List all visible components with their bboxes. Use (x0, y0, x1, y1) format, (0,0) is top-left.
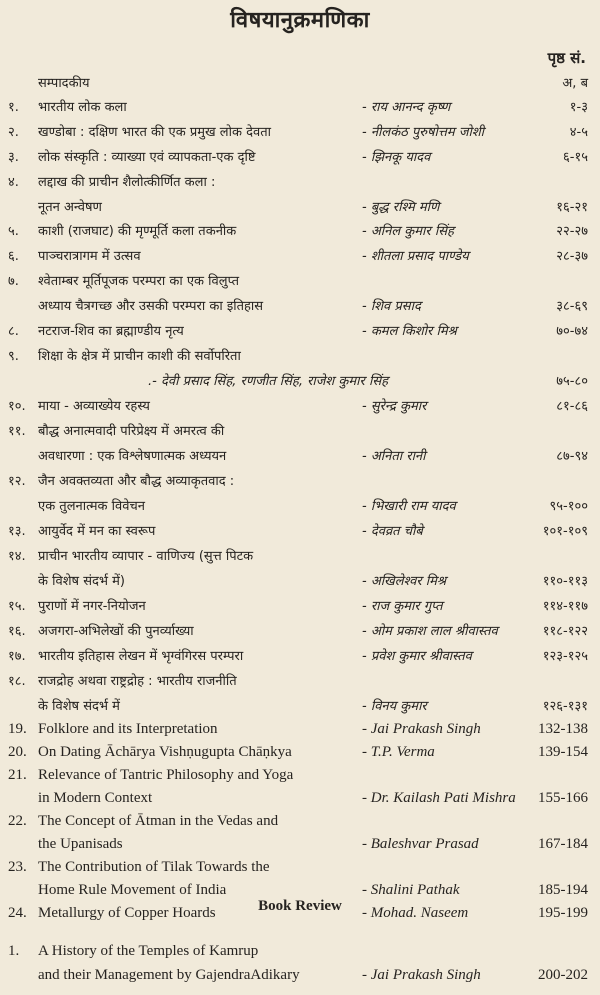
entry-title: नूतन अन्वेषण (38, 200, 102, 215)
toc-entry (0, 787, 600, 810)
entry-number: १५. (8, 599, 26, 614)
entry-title: Home Rule Movement of India (38, 882, 227, 898)
entry-title: सम्पादकीय (38, 76, 90, 91)
toc-entry (0, 470, 600, 493)
entry-author: - शीतला प्रसाद पाण्डेय (362, 249, 469, 264)
entry-title: लद्दाख की प्राचीन शैलोत्कीर्णित कला : (38, 175, 216, 190)
entry-pages: ४-५ (569, 125, 588, 140)
entry-author: - झिनकू यादव (362, 150, 431, 165)
toc-entry (0, 445, 600, 468)
entry-pages: ६-१५ (563, 150, 588, 165)
entry-number: 23. (8, 859, 27, 875)
entry-pages: 200-202 (538, 967, 588, 983)
entry-title: अजगरा-अभिलेखों की पुनर्व्याख्या (38, 624, 194, 639)
entry-pages: १०१-१०९ (542, 524, 588, 539)
book-review-heading: Book Review (258, 898, 342, 914)
entry-author: - Shalini Pathak (362, 882, 460, 898)
entry-title: माया - अव्याख्येय रहस्य (38, 399, 150, 414)
entry-author: - अनिल कुमार सिंह (362, 224, 454, 239)
entry-number: १०. (8, 399, 26, 414)
entry-author: - अनिता रानी (362, 449, 426, 464)
entry-author: - ओम प्रकाश लाल श्रीवास्तव (362, 624, 498, 639)
toc-entry (0, 96, 600, 119)
entry-author: - T.P. Verma (362, 744, 435, 760)
entry-author: - राय आनन्द कृष्ण (362, 100, 451, 115)
toc-entry (0, 395, 600, 418)
entry-author: - कमल किशोर मिश्र (362, 324, 457, 339)
entry-pages: 132-138 (538, 721, 588, 737)
entry-title: आयुर्वेद में मन का स्वरूप (38, 524, 156, 539)
entry-author: .- देवी प्रसाद सिंह, रणजीत सिंह, राजेश कुमार सिंह (148, 374, 389, 389)
toc-entry (0, 595, 600, 618)
entry-author: - सुरेन्द्र कुमार (362, 399, 427, 414)
toc-entry (0, 171, 600, 194)
entry-title: On Dating Āchārya Vishṇugupta Chāṇkya (38, 744, 292, 760)
toc-entry (0, 856, 600, 879)
entry-number: ३. (8, 150, 19, 165)
entry-number: १६. (8, 624, 26, 639)
entry-number: 19. (8, 721, 27, 737)
entry-number: 1. (8, 943, 20, 959)
entry-author: - Baleshvar Prasad (362, 836, 479, 852)
entry-number: 22. (8, 813, 27, 829)
toc-entry (0, 670, 600, 693)
entry-title: पाञ्चरात्रागम में उत्सव (38, 249, 141, 264)
entry-pages: २२-२७ (556, 224, 588, 239)
entry-author: - बुद्ध रश्मि मणि (362, 200, 440, 215)
toc-entry (0, 620, 600, 643)
entry-title: अवधारणा : एक विश्लेषणात्मक अध्ययन (38, 449, 227, 464)
entry-number: ६. (8, 249, 19, 264)
entry-title: के विशेष संदर्भ में) (38, 574, 126, 589)
toc-entry (0, 121, 600, 144)
entry-pages: ९५-१०० (549, 499, 588, 514)
entry-author: - विनय कुमार (362, 699, 427, 714)
entry-author: - Mohad. Naseem (362, 905, 469, 921)
entry-author: - शिव प्रसाद (362, 299, 421, 314)
entry-title: the Upanisads (38, 836, 123, 852)
toc-entry (0, 695, 600, 718)
toc-entry (0, 345, 600, 368)
toc-entry (0, 940, 600, 963)
entry-author: - अखिलेश्वर मिश्र (362, 574, 447, 589)
toc-entry (0, 810, 600, 833)
entry-pages: ११४-११७ (542, 599, 588, 614)
entry-title: काशी (राजघाट) की मृण्मूर्ति कला तकनीक (38, 224, 237, 239)
toc-entry (0, 420, 600, 443)
entry-title: and their Management by GajendraAdikary (38, 967, 300, 983)
toc-entry (0, 245, 600, 268)
entry-author: - Jai Prakash Singh (362, 967, 481, 983)
entry-title: भारतीय लोक कला (38, 100, 127, 115)
entry-number: ५. (8, 224, 19, 239)
entry-author: - Dr. Kailash Pati Mishra (362, 790, 516, 806)
entry-pages: १६-२१ (556, 200, 588, 215)
entry-title: प्राचीन भारतीय व्यापार - वाणिज्य (सुत्त पिटक (38, 549, 254, 564)
entry-pages: ७०-७४ (556, 324, 588, 339)
entry-pages: ७५-८० (556, 374, 588, 389)
entry-number: ९. (8, 349, 19, 364)
entry-title: अध्याय चैत्रगच्छ और उसकी परम्परा का इतिहास (38, 299, 264, 314)
entry-title: बौद्ध अनात्मवादी परिप्रेक्ष्य में अमरत्व की (38, 424, 225, 439)
entry-number: १२. (8, 474, 26, 489)
toc-entry (0, 520, 600, 543)
toc-entry (0, 833, 600, 856)
toc-entry (0, 196, 600, 219)
entry-author: - देवव्रत चौबे (362, 524, 423, 539)
entry-title: Relevance of Tantric Philosophy and Yoga (38, 767, 294, 783)
entry-pages: 185-194 (538, 882, 588, 898)
entry-title: नटराज-शिव का ब्रह्माण्डीय नृत्य (38, 324, 184, 339)
entry-pages: 155-166 (538, 790, 588, 806)
entry-number: २. (8, 125, 19, 140)
toc-entry (0, 764, 600, 787)
toc-entry (0, 146, 600, 169)
entry-number: 20. (8, 744, 27, 760)
toc-entry (0, 270, 600, 293)
entry-title: शिक्षा के क्षेत्र में प्राचीन काशी की सर्वोपरिता (38, 349, 241, 364)
entry-number: १८. (8, 674, 26, 689)
entry-pages: ११८-१२२ (542, 624, 588, 639)
entry-number: १७. (8, 649, 26, 664)
toc-entry (0, 495, 600, 518)
entry-pages: ८७-९४ (556, 449, 588, 464)
page-title: विषयानुक्रमणिका (230, 8, 370, 33)
entry-author: - प्रवेश कुमार श्रीवास्तव (362, 649, 472, 664)
entry-pages: १-३ (569, 100, 588, 115)
entry-pages: 167-184 (538, 836, 588, 852)
entry-title: A History of the Temples of Kamrup (38, 943, 259, 959)
entry-pages: २८-३७ (556, 249, 588, 264)
entry-title: Folklore and its Interpretation (38, 721, 218, 737)
page-number-header: पृष्ठ सं. (547, 49, 586, 67)
toc-entry (0, 220, 600, 243)
toc-entry (0, 645, 600, 668)
entry-title: लोक संस्कृति : व्याख्या एवं व्यापकता-एक दृष्टि (38, 150, 256, 165)
entry-pages: १२३-१२५ (542, 649, 588, 664)
entry-title: एक तुलनात्मक विवेचन (38, 499, 145, 514)
entry-pages: 195-199 (538, 905, 588, 921)
toc-entry (0, 295, 600, 318)
entry-title: राजद्रोह अथवा राष्ट्रद्रोह : भारतीय राजनीति (38, 674, 237, 689)
entry-author: - नीलकंठ पुरुषोत्तम जोशी (362, 125, 485, 140)
entry-title: The Concept of Ātman in the Vedas and (38, 813, 279, 829)
entry-number: १४. (8, 549, 26, 564)
toc-entry (0, 370, 600, 393)
entry-title: खण्डोबा : दक्षिण भारत की एक प्रमुख लोक देवता (38, 125, 271, 140)
entry-pages: 139-154 (538, 744, 588, 760)
entry-number: १३. (8, 524, 26, 539)
entry-pages: अ, ब (562, 76, 588, 91)
entry-title: पुराणों में नगर-नियोजन (38, 599, 146, 614)
toc-entry (0, 570, 600, 593)
entry-number: 24. (8, 905, 27, 921)
entry-title: The Contribution of Tilak Towards the (38, 859, 270, 875)
toc-entry (0, 72, 600, 95)
toc-entry (0, 545, 600, 568)
entry-number: १. (8, 100, 19, 115)
entry-title: श्वेताम्बर मूर्तिपूजक परम्परा का एक विलुप्त (38, 274, 239, 289)
entry-pages: १२६-१३१ (542, 699, 588, 714)
toc-entry (0, 718, 600, 741)
entry-number: ८. (8, 324, 19, 339)
entry-pages: ३८-६९ (556, 299, 588, 314)
entry-pages: ११०-११३ (542, 574, 588, 589)
entry-pages: ८१-८६ (556, 399, 588, 414)
toc-entry (0, 964, 600, 987)
entry-author: - राज कुमार गुप्त (362, 599, 443, 614)
entry-number: ११. (8, 424, 26, 439)
entry-number: ७. (8, 274, 19, 289)
entry-author: - भिखारी राम यादव (362, 499, 456, 514)
toc-entry (0, 741, 600, 764)
entry-title: भारतीय इतिहास लेखन में भृग्वंगिरस परम्परा (38, 649, 244, 664)
entry-title: के विशेष संदर्भ में (38, 699, 120, 714)
entry-title: in Modern Context (38, 790, 153, 806)
entry-author: - Jai Prakash Singh (362, 721, 481, 737)
entry-title: जैन अवक्तव्यता और बौद्ध अव्याकृतवाद : (38, 474, 235, 489)
entry-number: ४. (8, 175, 19, 190)
entry-title: Metallurgy of Copper Hoards (38, 905, 216, 921)
toc-entry (0, 320, 600, 343)
entry-number: 21. (8, 767, 27, 783)
